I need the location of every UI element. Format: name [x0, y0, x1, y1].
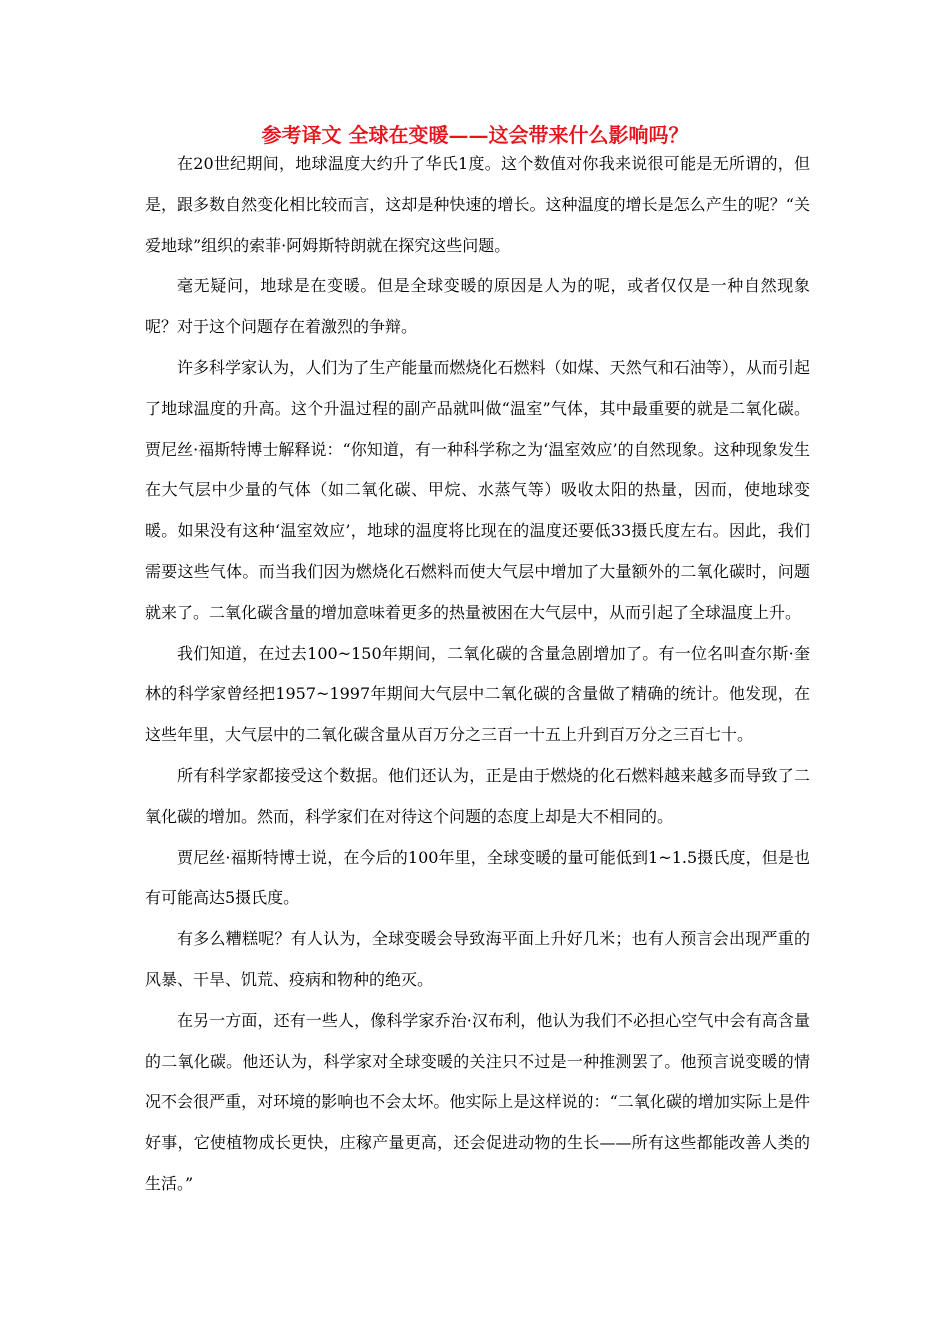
- paragraph-4: 我们知道，在过去100~150年期间，二氧化碳的含量急剧增加了。有一位名叫查尔斯·奎林的科学家曾经把1957~1997年期间大气层中二氧化碳的含量做了精确的统计。他发现，在这些年里，大气层中的二氧化碳含量从百万分之三百一十五上升到百万分之三百七十。: [145, 643, 810, 745]
- paragraph-6: 贾尼丝·福斯特博士说，在今后的100年里，全球变暖的量可能低到1~1.5摄氏度，但是也有可能高达5摄氏度。: [145, 847, 810, 908]
- paragraph-2: 毫无疑问，地球是在变暖。但是全球变暖的原因是人为的呢，或者仅仅是一种自然现象呢？对于这个问题存在着激烈的争辩。: [145, 276, 810, 337]
- document-body: [145, 144, 810, 1205]
- document-title: 参考译文 全球在变暖——这会带来什么影响吗？: [261, 123, 689, 147]
- paragraph-8: 在另一方面，还有一些人，像科学家乔治·汉布利，他认为我们不必担心空气中会有高含量的二氧化碳。他还认为，科学家对全球变暖的关注只不过是一种推测罢了。他预言说变暖的情况不会很严重，对环境的影响也不会太坏。他实际上是这样说的：“二氧化碳的增加实际上是件好事，它使植物成长更快，庄稼产量更高，还会促进动物的生长——所有这些都能改善人类的生活。”: [145, 1010, 810, 1193]
- paragraph-1: 在20世纪期间，地球温度大约升了华氏1度。这个数值对你我来说很可能是无所谓的，但是，跟多数自然变化相比较而言，这却是种快速的增长。这种温度的增长是怎么产生的呢？“关爱地球”组织的索菲·阿姆斯特朗就在探究这些问题。: [145, 154, 810, 255]
- paragraph-3: 许多科学家认为，人们为了生产能量而燃烧化石燃料（如煤、天然气和石油等），从而引起了地球温度的升高。这个升温过程的副产品就叫做“温室”气体，其中最重要的就是二氧化碳。贾尼丝·福斯特博士解释说：“你知道，有一种科学称之为‘温室效应’的自然现象。这种现象发生在大气层中少量的气体（如二氧化碳、甲烷、水蒸气等）吸收太阳的热量，因而，使地球变暖。如果没有这种‘温室效应’，地球的温度将比现在的温度还要低33摄氏度左右。因此，我们需要这些气体。而当我们因为燃烧化石燃料而使大气层中增加了大量额外的二氧化碳时，问题就来了。二氧化碳含量的增加意味着更多的热量被困在大气层中，从而引起了全球温度上升。: [145, 357, 810, 622]
- paragraph-7: 有多么糟糕呢？有人认为，全球变暖会导致海平面上升好几米；也有人预言会出现严重的风暴、干旱、饥荒、疫病和物种的绝灭。: [145, 929, 810, 989]
- paragraph-5: 所有科学家都接受这个数据。他们还认为，正是由于燃烧的化石燃料越来越多而导致了二氧化碳的增加。然而，科学家们在对待这个问题的态度上却是大不相同的。: [145, 765, 810, 826]
